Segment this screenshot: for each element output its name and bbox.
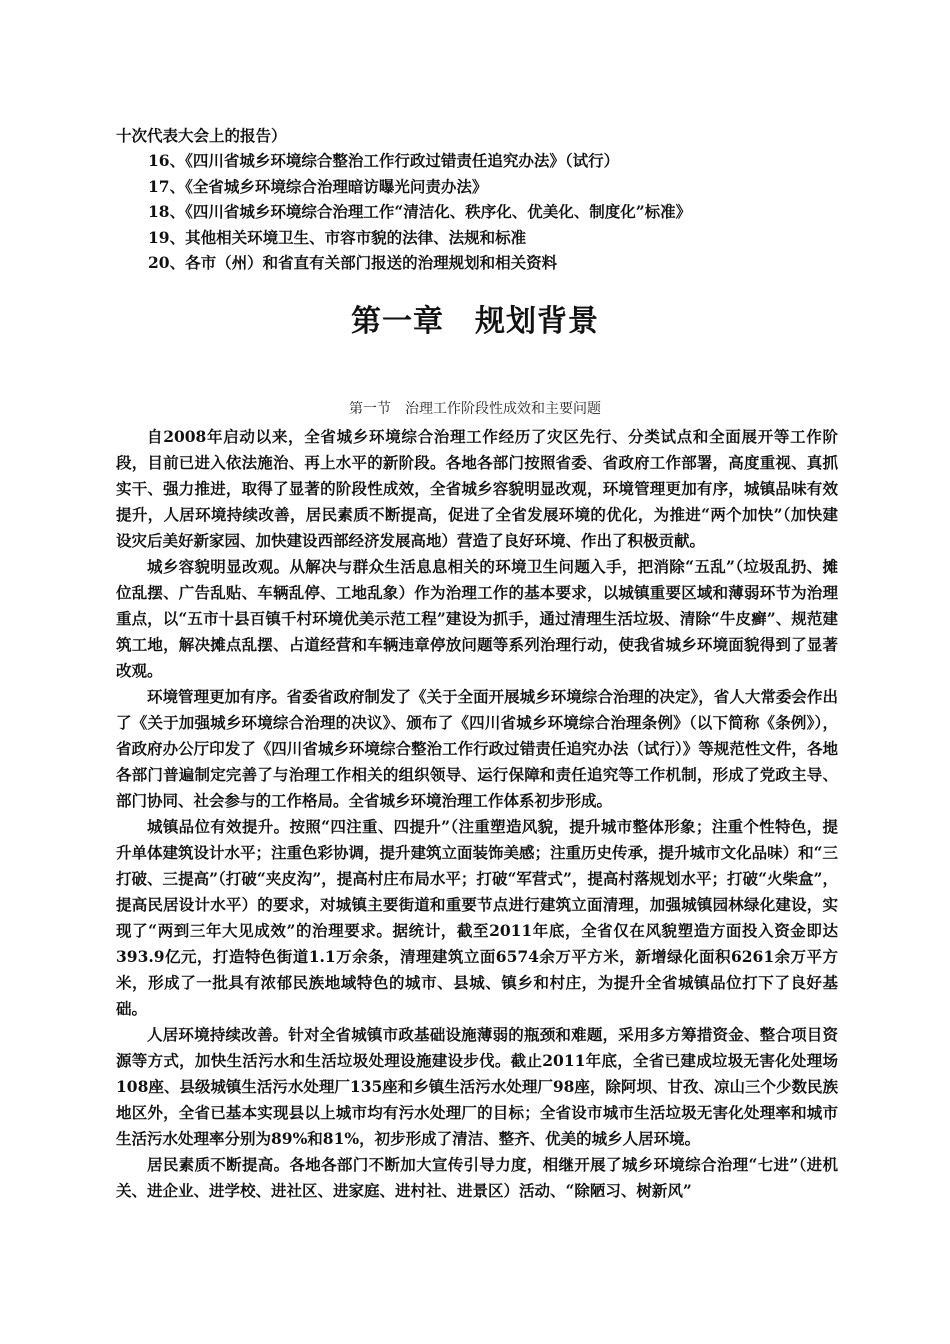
paragraph-living-environment: 人居环境持续改善。针对全省城镇市政基础设施薄弱的瓶颈和难题，采用多方筹措资金、整合项目资源等方式，加快生活污水和生活垃圾处理设施建设步伐。截止2011年底，全省已建成垃圾无害化处理场108座、县级城镇生活污水处理厂135座和乡镇生活污水处理厂98座，除阿坝、甘孜、凉山三个少数民族地区外，全省已基本实现县以上城市均有污水处理厂的目标；全省设市城市生活垃圾无害化处理率和城市生活污水处理率分别为89%和81%，初步形成了清洁、整齐、优美的城乡人居环境。 [116,1025,838,1148]
paragraph-resident-quality: 居民素质不断提高。各地各部门不断加大宣传引导力度，相继开展了城乡环境综合治理“七进”（进机关、进企业、进学校、进社区、进家庭、进村社、进景区）活动、“除陋习、树新风” [116,1155,838,1200]
continued-line: 十次代表大会上的报告） [116,126,287,145]
paragraph-urban-quality: 城镇品位有效提升。按照“四注重、四提升”（注重塑造风貌，提升城市整体形象；注重个性特色，提升单体建筑设计水平；注重色彩协调，提升建筑立面装饰美感；注重历史传承，提升城市文化品味）和“三打破、三提高”（打破“夹皮沟”，提高村庄布局水平；打破“军营式”，提高村落规划水平；打破“火柴盒”，提高民居设计水平）的要求，对城镇主要街道和重要节点进行建筑立面清理，加强城镇园林绿化建设，实现了“两到三年大见成效”的治理要求。据统计，截至2011年底，全省仅在风貌塑造方面投入资金即达393.9亿元，打造特色街道1.1万余条，清理建筑立面6574余万平方米，新增绿化面积6261余万平方米，形成了一批具有浓郁民族地域特色的城市、县城、镇乡和村庄，为提升全省城镇品位打下了良好基础。 [116,817,838,1018]
body-text [116,424,838,1204]
paragraph-appearance: 城乡容貌明显改观。从解决与群众生活息息相关的环境卫生问题入手，把消除“五乱”（垃圾乱扔、摊位乱摆、广告乱贴、车辆乱停、工地乱象）作为治理工作的基本要求，以城镇重要区域和薄弱环节为治理重点，以“五市十县百镇千村环境优美示范工程”建设为抓手，通过清理生活垃圾、清除“牛皮癣”、规范建筑工地，解决摊点乱摆、占道经营和车辆违章停放问题等系列治理行动，使我省城乡环境面貌得到了显著改观。 [116,557,838,680]
paragraph-intro: 自2008年启动以来，全省城乡环境综合治理工作经历了灾区先行、分类试点和全面展开等工作阶段，目前已进入依法施治、再上水平的新阶段。各地各部门按照省委、省政府工作部署，高度重视、真抓实干、强力推进，取得了显著的阶段性成效，全省城乡容貌明显改观，环境管理更加有序，城镇品味有效提升，人居环境持续改善，居民素质不断提高，促进了全省发展环境的优化，为推进“两个加快”（加快建设灾后美好新家园、加快建设西部经济发展高地）营造了良好环境、作出了积极贡献。 [116,427,838,550]
chapter-title: 第一章 规划背景 [351,304,599,339]
paragraph-management: 环境管理更加有序。省委省政府制发了《关于全面开展城乡环境综合治理的决定》，省人大常委会作出了《关于加强城乡环境综合治理的决议》、颁布了《四川省城乡环境综合治理条例》（以下简称《条例》），省政府办公厅印发了《四川省城乡环境综合整治工作行政过错责任追究办法（试行）》等规范性文件，各地各部门普遍制定完善了与治理工作相关的组织领导、运行保障和责任追究等工作机制，形成了党政主导、部门协同、社会参与的工作格局。全省城乡环境治理工作体系初步形成。 [116,687,838,810]
reference-item-16: 16、《四川省城乡环境综合整治工作行政过错责任追究办法》（试行） [148,151,620,170]
reference-list [148,148,691,276]
reference-item-20: 20、各市（州）和省直有关部门报送的治理规划和相关资料 [148,253,558,273]
reference-item-18: 18、《四川省城乡环境综合治理工作“清洁化、秩序化、优美化、制度化”标准》 [148,202,692,222]
reference-item-19: 19、其他相关环境卫生、市容市貌的法律、法规和标准 [148,227,527,247]
reference-item-17: 17、《全省城乡环境综合治理暗访曝光问责办法》 [148,176,488,196]
section-title: 第一节 治理工作阶段性成效和主要问题 [349,401,601,417]
